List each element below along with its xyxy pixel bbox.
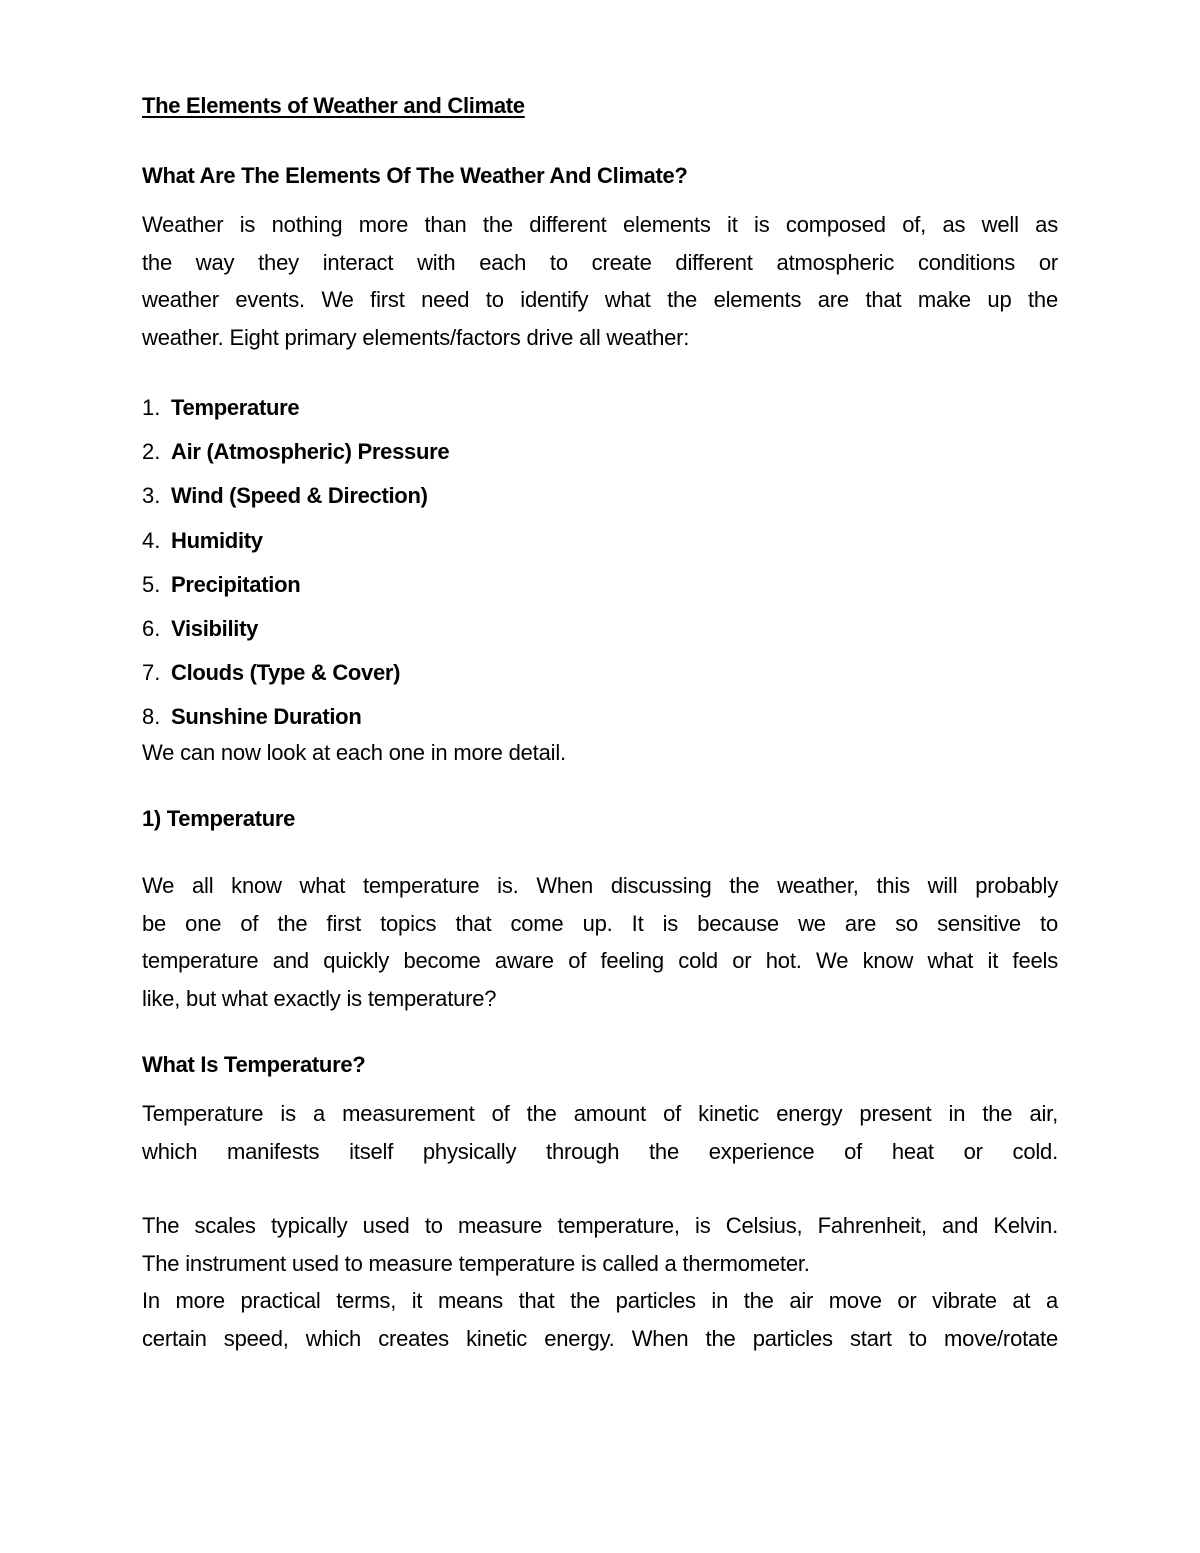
list-item-label: Air (Atmospheric) Pressure [171,439,450,465]
section-heading-temperature: 1) Temperature [142,806,296,831]
scales-line-1: The scales typically used to measure temperature, is Celsius, Fahrenheit, and Kelvin. [142,1213,1058,1238]
list-item [142,651,1058,695]
temperature-line-3: temperature and quickly become aware of feeling cold or hot. We know what it feels [142,948,1058,973]
temperature-paragraph [142,867,1058,1017]
temperature-line-4: like, but what exactly is temperature? [142,985,497,1011]
intro-line-3: weather events. We first need to identify what the elements are that make up the [142,287,1058,312]
list-item [142,607,1058,651]
document-title: The Elements of Weather and Climate [142,93,525,118]
scales-paragraph [142,1207,1058,1357]
list-item [142,563,1058,607]
intro-line-2: the way they interact with each to create different atmospheric conditions or [142,249,1058,275]
list-item [142,474,1058,518]
list-item-number: 1. [142,395,161,420]
section-heading-elements: What Are The Elements Of The Weather And Climate? [142,163,688,188]
outro-paragraph: We can now look at each one in more detail. [142,739,566,765]
list-item-number: 7. [142,660,161,686]
list-item-label: Humidity [171,527,263,553]
list-item-number: 8. [142,704,161,730]
section-heading-what-is-temperature: What Is Temperature? [142,1052,366,1077]
list-item [142,386,1058,430]
scales-line-3: In more practical terms, it means that the particles in the air move or vibrate at a [142,1288,1058,1313]
list-item-label: Clouds (Type & Cover) [171,660,401,686]
list-item-number: 4. [142,527,161,553]
definition-paragraph [142,1095,1058,1170]
list-item-label: Visibility [171,615,259,641]
intro-line-1: Weather is nothing more than the different elements it is composed of, as well as [142,212,1058,237]
list-item [142,519,1058,563]
scales-line-2: The instrument used to measure temperature is called a thermometer. [142,1250,810,1276]
definition-line-2: which manifests itself physically through the experience of heat or cold. [142,1138,1058,1164]
list-item-label: Precipitation [171,571,301,597]
document-page [142,88,1058,1357]
list-item-number: 3. [142,483,161,509]
list-item-label: Temperature [171,395,300,420]
list-item [142,430,1058,474]
temperature-line-2: be one of the first topics that come up. It is because we are so sensitive to [142,910,1058,936]
list-item-number: 5. [142,571,161,597]
list-item-label: Wind (Speed & Direction) [171,483,428,509]
scales-line-4: certain speed, which creates kinetic energy. When the particles start to move/rotate [142,1325,1058,1351]
elements-list [142,386,1058,740]
list-item-label: Sunshine Duration [171,704,362,730]
temperature-line-1: We all know what temperature is. When discussing the weather, this will probably [142,873,1058,898]
list-item-number: 6. [142,615,161,641]
intro-paragraph [142,206,1058,356]
intro-line-4: weather. Eight primary elements/factors drive all weather: [142,324,690,350]
definition-line-1: Temperature is a measurement of the amount of kinetic energy present in the air, [142,1101,1058,1126]
list-item-number: 2. [142,439,161,465]
